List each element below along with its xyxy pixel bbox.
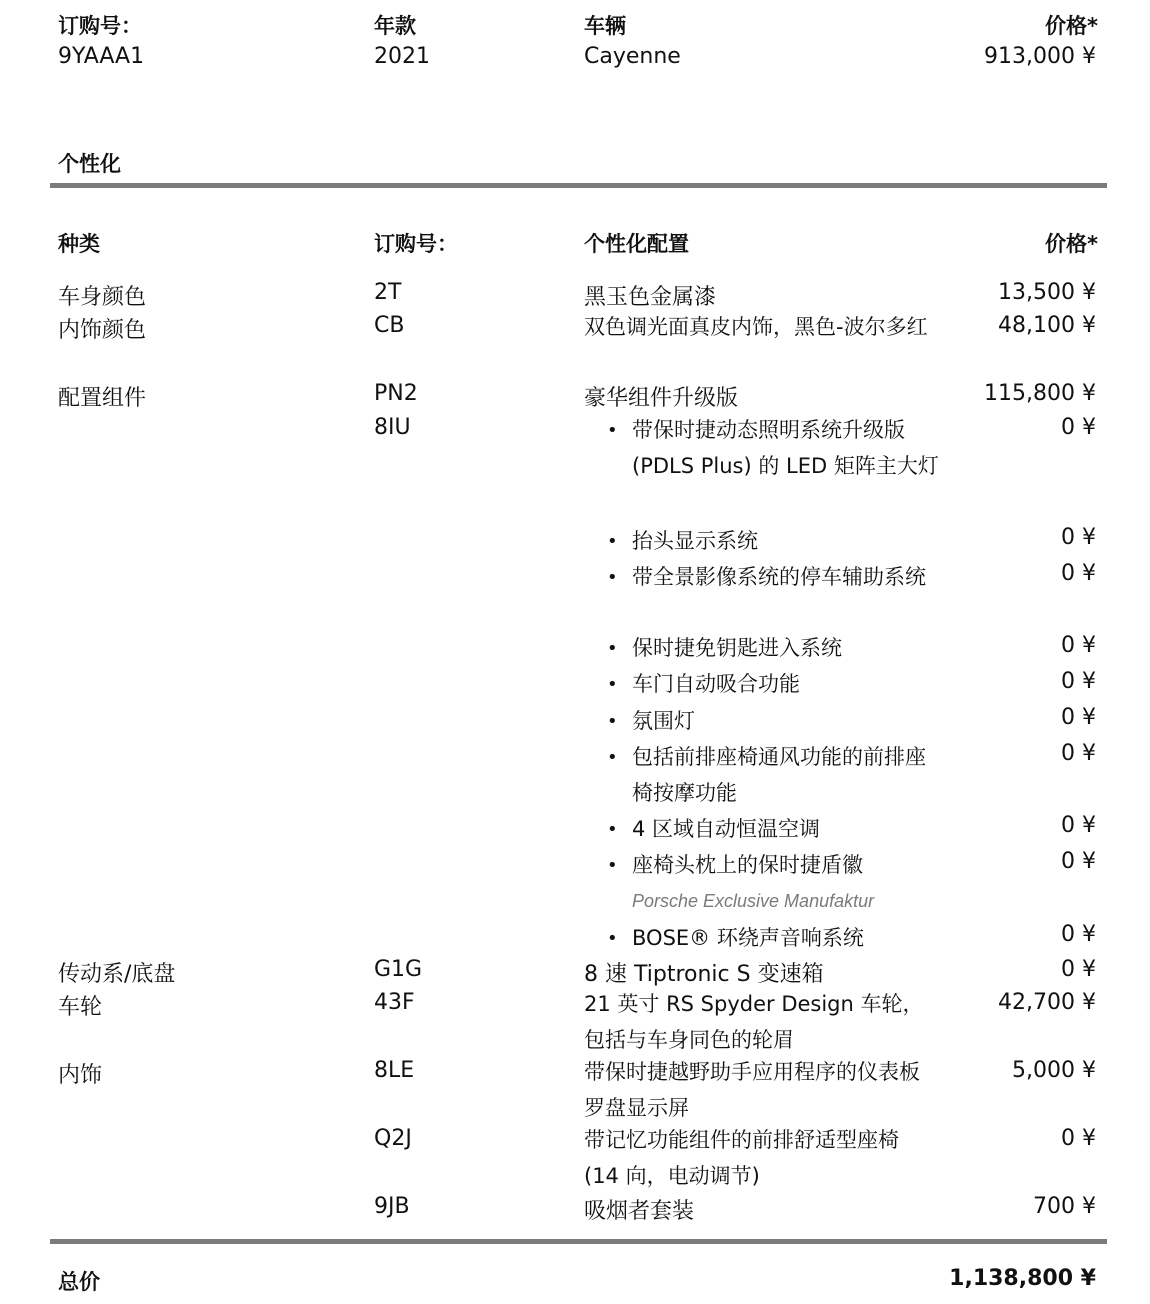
package-item: BOSE® 环绕声音响系统 xyxy=(632,926,864,950)
package-item: 保时捷免钥匙进入系统 xyxy=(632,636,842,660)
table-row-desc: 黑玉色金属漆 xyxy=(584,285,717,310)
table-row-price: 700 ¥ xyxy=(1033,1194,1096,1219)
table-row-category: 车轮 xyxy=(58,995,103,1020)
section-divider xyxy=(50,183,1107,188)
order-number-value: 9YAAA1 xyxy=(58,44,145,69)
package-item: 4 区域自动恒温空调 xyxy=(632,817,821,841)
table-row-price: 0 ¥ xyxy=(1061,1126,1096,1151)
table-row-category: 传动系/底盘 xyxy=(58,962,176,987)
bullet-icon: • xyxy=(607,531,618,552)
package-item: 带全景影像系统的停车辅助系统 xyxy=(632,565,926,589)
table-row-price: 48,100 ¥ xyxy=(998,313,1096,338)
table-row-desc: 带保时捷越野助手应用程序的仪表板罗盘显示屏 xyxy=(584,1060,920,1120)
table-row-desc: 8 速 Tiptronic S 变速箱 xyxy=(584,962,824,987)
table-row-price: 115,800 ¥ xyxy=(984,381,1096,406)
table-row-desc: 带记忆功能组件的前排舒适型座椅 (14 向，电动调节) xyxy=(584,1128,899,1188)
table-row-code: 8LE xyxy=(374,1058,415,1083)
package-item: 座椅头枕上的保时捷盾徽 xyxy=(632,853,863,877)
package-item-price: 0 ¥ xyxy=(1061,669,1096,694)
table-row-price: 42,700 ¥ xyxy=(998,990,1096,1015)
vehicle-value: Cayenne xyxy=(584,44,681,69)
table-row-code: Q2J xyxy=(374,1126,412,1151)
package-item-price: 0 ¥ xyxy=(1061,849,1096,874)
bullet-icon: • xyxy=(607,928,618,949)
model-year-value: 2021 xyxy=(374,44,430,69)
total-label: 总价 xyxy=(58,1270,100,1294)
table-row-desc: 豪华组件升级版 xyxy=(584,386,739,411)
col-order: 订购号： xyxy=(374,232,458,256)
table-row-code: 8IU xyxy=(374,415,411,440)
package-item-price: 0 ¥ xyxy=(1061,561,1096,586)
bullet-icon: • xyxy=(607,567,618,588)
package-item-price: 0 ¥ xyxy=(1061,525,1096,550)
package-item: 车门自动吸合功能 xyxy=(632,672,800,696)
table-row-price: 5,000 ¥ xyxy=(1012,1058,1096,1083)
bullet-icon: • xyxy=(607,638,618,659)
package-item-price: 0 ¥ xyxy=(1061,922,1096,947)
vehicle-label: 车辆 xyxy=(584,14,626,38)
total-divider xyxy=(50,1239,1107,1244)
table-row-desc: 吸烟者套装 xyxy=(584,1199,695,1224)
package-item-price: 0 ¥ xyxy=(1061,705,1096,730)
table-row-category: 内饰颜色 xyxy=(58,318,147,343)
exclusive-manufaktur-note: Porsche Exclusive Manufaktur xyxy=(632,891,875,911)
package-item-price: 0 ¥ xyxy=(1061,633,1096,658)
model-year-label: 年款 xyxy=(374,14,416,38)
col-config: 个性化配置 xyxy=(584,232,689,256)
package-item: 带保时捷动态照明系统升级版 (PDLS Plus) 的 LED 矩阵主大灯 xyxy=(632,418,939,478)
col-category: 种类 xyxy=(58,232,100,256)
table-row-category: 配置组件 xyxy=(58,386,147,411)
order-number-label: 订购号： xyxy=(58,14,142,38)
bullet-icon: • xyxy=(607,674,618,695)
package-item-price: 0 ¥ xyxy=(1061,813,1096,838)
table-row-category: 车身颜色 xyxy=(58,285,147,310)
col-price: 价格* xyxy=(1045,232,1098,256)
table-row-code: 9JB xyxy=(374,1194,410,1219)
bullet-icon: • xyxy=(607,420,618,441)
bullet-icon: • xyxy=(607,855,618,876)
bullet-icon: • xyxy=(607,747,618,768)
table-row-price: 13,500 ¥ xyxy=(998,280,1096,305)
total-price: 1,138,800 ¥ xyxy=(949,1266,1096,1291)
table-row-code: PN2 xyxy=(374,381,418,406)
bullet-icon: • xyxy=(607,819,618,840)
table-row-category: 内饰 xyxy=(58,1063,103,1088)
table-row-desc: 21 英寸 RS Spyder Design 车轮，包括与车身同色的轮眉 xyxy=(584,992,924,1052)
table-row-code: CB xyxy=(374,313,405,338)
table-row-code: 2T xyxy=(374,280,402,305)
table-row-price: 0 ¥ xyxy=(1061,957,1096,982)
table-row-code: 43F xyxy=(374,990,415,1015)
table-row-desc: 双色调光面真皮内饰，黑色-波尔多红 xyxy=(584,315,928,339)
section-title: 个性化 xyxy=(58,152,121,176)
base-price-value: 913,000 ¥ xyxy=(984,44,1096,69)
package-item-price: 0 ¥ xyxy=(1061,741,1096,766)
bullet-icon: • xyxy=(607,711,618,732)
package-item-price: 0 ¥ xyxy=(1061,415,1096,440)
package-item: 氛围灯 xyxy=(632,709,695,733)
table-row-code: G1G xyxy=(374,957,423,982)
package-item: 抬头显示系统 xyxy=(632,529,758,553)
package-item: 包括前排座椅通风功能的前排座椅按摩功能 xyxy=(632,745,926,805)
price-label: 价格* xyxy=(1045,14,1098,38)
